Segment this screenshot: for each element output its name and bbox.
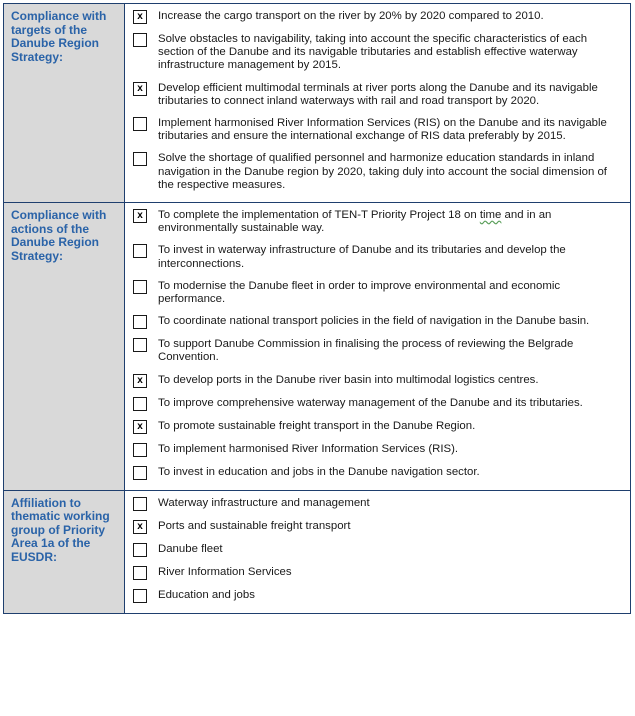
section-label: Compliance with actions of the Danube Region Strategy: <box>4 203 125 490</box>
checkbox-list <box>125 203 630 490</box>
checkbox-label: Develop efficient multimodal terminals at river ports along the Danube and its navigable tributaries to connect inland waterways with rail and road transport by 2020. <box>158 81 598 107</box>
checked-checkbox-icon[interactable]: x <box>133 209 147 223</box>
unchecked-checkbox-icon[interactable] <box>133 117 147 131</box>
checkbox-item[interactable] <box>133 82 624 108</box>
section-label: Affiliation to thematic working group of Priority Area 1a of the EUSDR: <box>4 491 125 613</box>
checkbox-label: Education and jobs <box>158 588 255 601</box>
checkbox-item[interactable] <box>133 374 624 388</box>
checkbox-label: Danube fleet <box>158 542 223 555</box>
unchecked-checkbox-icon[interactable] <box>133 443 147 457</box>
checked-checkbox-icon[interactable]: x <box>133 10 147 24</box>
unchecked-checkbox-icon[interactable] <box>133 280 147 294</box>
section-label: Compliance with targets of the Danube Region Strategy: <box>4 4 125 202</box>
checkbox-item[interactable] <box>133 497 624 511</box>
checkbox-label: To invest in waterway infrastructure of Danube and its tributaries and develop the interconnections. <box>158 244 566 270</box>
unchecked-checkbox-icon[interactable] <box>133 566 147 580</box>
unchecked-checkbox-icon[interactable] <box>133 152 147 166</box>
checkbox-item[interactable] <box>133 280 624 306</box>
unchecked-checkbox-icon[interactable] <box>133 466 147 480</box>
checkbox-label: To develop ports in the Danube river basin into multimodal logistics centres. <box>158 373 539 386</box>
unchecked-checkbox-icon[interactable] <box>133 497 147 511</box>
unchecked-checkbox-icon[interactable] <box>133 338 147 352</box>
checkbox-item[interactable] <box>133 466 624 480</box>
checkbox-item[interactable] <box>133 589 624 603</box>
checkbox-label: To promote sustainable freight transport in the Danube Region. <box>158 419 476 432</box>
checkbox-label: Ports and sustainable freight transport <box>158 519 351 532</box>
checkbox-label: To invest in education and jobs in the Danube navigation sector. <box>158 465 480 478</box>
unchecked-checkbox-icon[interactable] <box>133 315 147 329</box>
checkbox-label: Solve the shortage of qualified personnel and harmonize education standards in inland navigation in the Danube region by 2020, taking duly into account the social dimension of the respective measures. <box>158 152 607 191</box>
checked-checkbox-icon[interactable]: x <box>133 420 147 434</box>
checkbox-item[interactable] <box>133 397 624 411</box>
checkbox-label: To support Danube Commission in finalising the process of reviewing the Belgrade Convention. <box>158 338 574 364</box>
checkbox-item[interactable] <box>133 443 624 457</box>
checkbox-label: To coordinate national transport policies in the field of navigation in the Danube basin. <box>158 315 590 328</box>
section-row <box>4 4 630 202</box>
checkbox-item[interactable] <box>133 315 624 329</box>
checkbox-label: River Information Services <box>158 565 292 578</box>
unchecked-checkbox-icon[interactable] <box>133 244 147 258</box>
checkbox-list <box>125 491 630 613</box>
checkbox-label: To implement harmonised River Information Services (RIS). <box>158 442 459 455</box>
checkbox-item[interactable] <box>133 338 624 364</box>
spellcheck-underline: time <box>479 209 502 222</box>
compliance-table <box>3 3 631 614</box>
checkbox-label: To complete the implementation of TEN-T Priority Project 18 on time and in an environmentally sustainable way. <box>158 209 552 235</box>
checkbox-item[interactable] <box>133 543 624 557</box>
checkbox-item[interactable] <box>133 420 624 434</box>
checkbox-label: Increase the cargo transport on the river by 20% by 2020 compared to 2010. <box>158 10 544 22</box>
checked-checkbox-icon[interactable]: x <box>133 82 147 96</box>
checkbox-item[interactable] <box>133 10 624 24</box>
checkbox-label: Solve obstacles to navigability, taking into account the specific characteristics of each section of the Danube and its navigable tributaries and establish effective waterway infrastructure management by 2015. <box>158 33 588 72</box>
checkbox-label: To modernise the Danube fleet in order to improve environmental and economic performance. <box>158 279 561 306</box>
checked-checkbox-icon[interactable]: x <box>133 520 147 534</box>
checkbox-item[interactable] <box>133 520 624 534</box>
checkbox-item[interactable] <box>133 244 624 270</box>
unchecked-checkbox-icon[interactable] <box>133 397 147 411</box>
checkbox-label: Waterway infrastructure and management <box>158 496 370 509</box>
unchecked-checkbox-icon[interactable] <box>133 543 147 557</box>
checkbox-label: To improve comprehensive waterway management of the Danube and its tributaries. <box>158 396 583 409</box>
checkbox-item[interactable] <box>133 566 624 580</box>
checkbox-item[interactable] <box>133 152 624 192</box>
checkbox-list <box>125 4 630 202</box>
unchecked-checkbox-icon[interactable] <box>133 589 147 603</box>
checkbox-item[interactable] <box>133 117 624 143</box>
checkbox-label: Implement harmonised River Information Services (RIS) on the Danube and its navigable tributaries and ensure the international exchange of RIS data preferably by 2015. <box>158 117 607 143</box>
checkbox-item[interactable] <box>133 209 624 235</box>
section-row <box>4 202 630 490</box>
section-row <box>4 490 630 613</box>
checked-checkbox-icon[interactable]: x <box>133 374 147 388</box>
checkbox-item[interactable] <box>133 33 624 73</box>
unchecked-checkbox-icon[interactable] <box>133 33 147 47</box>
